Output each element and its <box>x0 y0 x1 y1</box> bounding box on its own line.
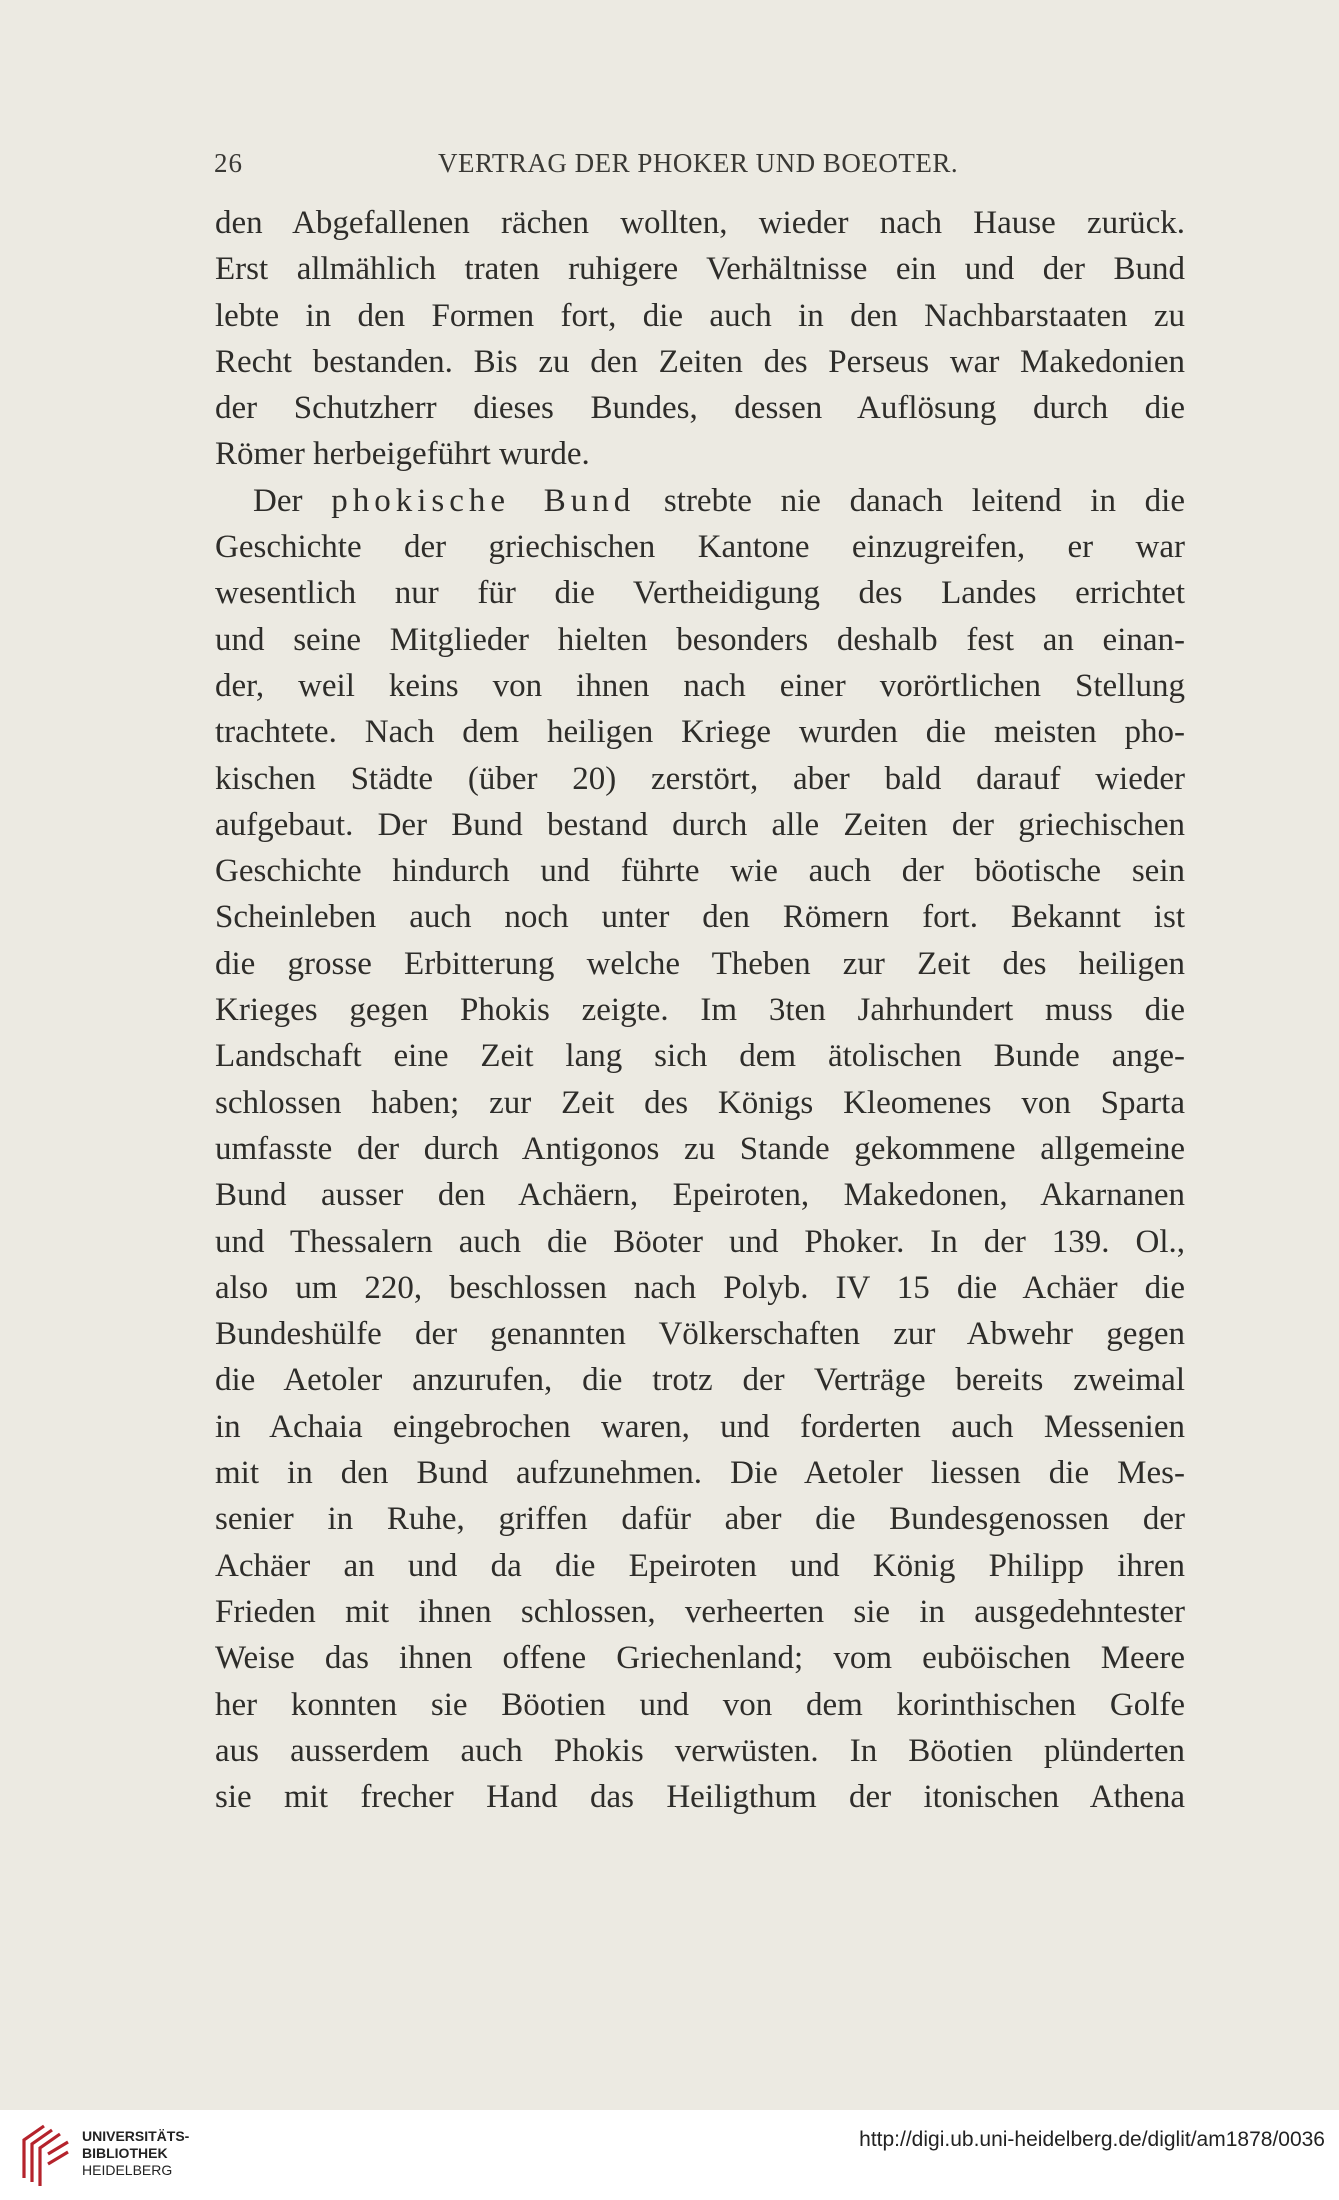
digitization-footer <box>0 2110 1339 2200</box>
text-line: Geschichte der griechischen Kantone einzugreifen, er war <box>215 529 1185 566</box>
text-line: Landschaft eine Zeit lang sich dem ätolischen Bunde ange- <box>215 1038 1185 1075</box>
library-logo-icon <box>10 2120 76 2190</box>
text-line: und seine Mitglieder hielten besonders deshalb fest an einan- <box>215 621 1185 658</box>
text-line: den Abgefallenen rächen wollten, wieder nach Hause zurück. <box>215 205 1185 241</box>
body-text <box>215 200 1185 1820</box>
page-number: 26 <box>214 148 243 178</box>
text-line: kischen Städte (über 20) zerstört, aber bald darauf wieder <box>215 760 1185 797</box>
text-line: Erst allmählich traten ruhigere Verhältnisse ein und der Bund <box>215 251 1185 288</box>
text-line: aus ausserdem auch Phokis verwüsten. In Böotien plünderten <box>215 1732 1185 1769</box>
continuation-text: strebte nie danach leitend in die <box>635 482 1185 519</box>
running-title: VERTRAG DER PHOKER UND BOEOTER. <box>438 148 959 178</box>
text-line: Bundeshülfe der genannten Völkerschaften zur Abwehr gegen <box>215 1316 1185 1353</box>
text-line: Frieden mit ihnen schlossen, verheerten sie in ausgedehntester <box>215 1593 1185 1630</box>
text-line: Recht bestanden. Bis zu den Zeiten des Perseus war Makedonien <box>215 343 1185 380</box>
lead-text: Der <box>253 482 332 519</box>
text-line: wesentlich nur für die Vertheidigung des Landes errichtet <box>215 575 1185 612</box>
text-line: sie mit frecher Hand das Heiligthum der itonischen Athena <box>215 1779 1185 1816</box>
text-line: Scheinleben auch noch unter den Römern fort. Bekannt ist <box>215 899 1185 936</box>
text-line: aufgebaut. Der Bund bestand durch alle Zeiten der griechischen <box>215 806 1185 843</box>
text-line: in Achaia eingebrochen waren, und forderten auch Messenien <box>215 1408 1185 1445</box>
text-line: und Thessalern auch die Böoter und Phoker. In der 139. Ol., <box>215 1223 1185 1260</box>
text-line: senier in Ruhe, griffen dafür aber die Bundesgenossen der <box>215 1501 1185 1538</box>
text-line-paragraph-start <box>215 478 1185 524</box>
text-line: der, weil keins von ihnen nach einer vorörtlichen Stellung <box>215 667 1185 704</box>
library-name <box>82 2128 189 2179</box>
text-line: mit in den Bund aufzunehmen. Die Aetoler liessen die Mes- <box>215 1455 1185 1492</box>
text-line: also um 220, beschlossen nach Polyb. IV 15 die Achäer die <box>215 1269 1185 1306</box>
library-name-line2: BIBLIOTHEK <box>82 2145 168 2161</box>
text-line: die grosse Erbitterung welche Theben zur Zeit des heiligen <box>215 945 1185 982</box>
text-line: Krieges gegen Phokis zeigte. Im 3ten Jahrhundert muss die <box>215 992 1185 1029</box>
emphasized-term: phokische Bund <box>331 482 636 519</box>
text-line: Geschichte hindurch und führte wie auch der böotische sein <box>215 853 1185 890</box>
text-line: Weise das ihnen offene Griechenland; vom euböischen Meere <box>215 1640 1185 1677</box>
library-name-line1: UNIVERSITÄTS- <box>82 2128 190 2144</box>
text-line: her konnten sie Böotien und von dem korinthischen Golfe <box>215 1686 1185 1723</box>
text-line: die Aetoler anzurufen, die trotz der Verträge bereits zweimal <box>215 1362 1185 1399</box>
text-line: Bund ausser den Achäern, Epeiroten, Makedonen, Akarnanen <box>215 1177 1185 1214</box>
text-line: umfasste der durch Antigonos zu Stande gekommene allgemeine <box>215 1130 1185 1167</box>
text-line: Achäer an und da die Epeiroten und König Philipp ihren <box>215 1547 1185 1584</box>
text-line: Römer herbeigeführt wurde. <box>215 436 590 473</box>
text-line: trachtete. Nach dem heiligen Kriege wurden die meisten pho- <box>215 714 1185 751</box>
page-header <box>214 148 1194 188</box>
source-url-link[interactable]: http://digi.ub.uni-heidelberg.de/diglit/am1878/0036 <box>859 2128 1325 2151</box>
text-line: schlossen haben; zur Zeit des Königs Kleomenes von Sparta <box>215 1084 1185 1121</box>
library-name-line3: HEIDELBERG <box>82 2162 173 2178</box>
text-line: der Schutzherr dieses Bundes, dessen Auflösung durch die <box>215 390 1185 427</box>
text-line: lebte in den Formen fort, die auch in den Nachbarstaaten zu <box>215 297 1185 334</box>
